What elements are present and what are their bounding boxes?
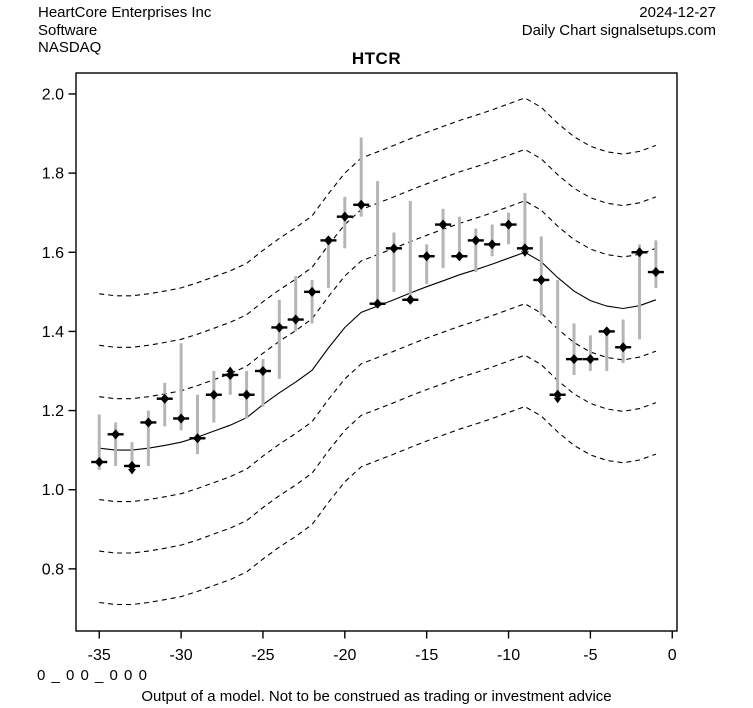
close-marker (570, 354, 579, 364)
close-marker (144, 417, 153, 427)
close-marker (619, 342, 628, 352)
close-marker (177, 413, 186, 423)
range-bar (196, 395, 199, 454)
range-bar (638, 244, 641, 339)
close-marker (209, 390, 218, 400)
close-marker (488, 239, 497, 249)
range-bar (278, 300, 281, 379)
close-marker (111, 429, 120, 439)
close-marker (324, 235, 333, 245)
y-tick-label: 1.6 (41, 244, 64, 262)
close-marker (504, 220, 513, 230)
close-marker (291, 315, 300, 325)
x-tick-label: -30 (169, 647, 193, 664)
range-bar (376, 181, 379, 308)
y-tick-label: 1.4 (41, 323, 64, 341)
range-bar (523, 193, 526, 248)
range-bar (425, 244, 428, 284)
close-marker (193, 433, 202, 443)
close-marker (275, 322, 284, 332)
close-marker (389, 243, 398, 253)
close-marker (160, 394, 169, 404)
y-tick-label: 2.0 (41, 86, 64, 104)
range-bar (622, 320, 625, 364)
y-tick-label: 0.8 (41, 561, 64, 579)
x-tick-label: -35 (87, 647, 111, 664)
range-bar (556, 280, 559, 395)
close-marker (422, 251, 431, 261)
range-bar (392, 232, 395, 291)
forecast-band-line (99, 355, 656, 553)
y-tick-label: 1.0 (41, 482, 64, 500)
range-bar (589, 335, 592, 371)
close-marker (340, 212, 349, 222)
range-bar (163, 383, 166, 427)
up-arrow-icon (226, 366, 234, 372)
close-marker (471, 235, 480, 245)
footer-code: 0 _ 0 0 _ 0 0 0 (37, 667, 148, 684)
close-marker (602, 326, 611, 336)
close-marker (586, 354, 595, 364)
range-bar (654, 240, 657, 287)
close-marker (635, 247, 644, 257)
close-marker (258, 366, 267, 376)
forecast-band-line (99, 407, 656, 605)
range-bar (573, 324, 576, 375)
x-tick-label: -25 (251, 647, 275, 664)
close-marker (537, 275, 546, 285)
company-sector: Software (38, 21, 98, 39)
range-bar (442, 209, 445, 268)
close-marker (406, 295, 415, 305)
down-arrow-icon (554, 398, 562, 404)
close-marker (95, 457, 104, 467)
forecast-band-line (99, 304, 656, 502)
close-marker (308, 287, 317, 297)
disclaimer-text: Output of a model. Not to be construed as trading or investment advice (141, 688, 612, 705)
close-marker (651, 267, 660, 277)
close-marker (357, 200, 366, 210)
range-bar (311, 280, 314, 324)
company-name: HeartCore Enterprises Inc (38, 4, 212, 21)
range-bar (409, 201, 412, 300)
plot-frame (76, 73, 677, 631)
chart-date: 2024-12-27 (639, 4, 716, 21)
y-tick-label: 1.8 (41, 165, 64, 183)
ticker-title: HTCR (351, 49, 402, 68)
x-tick-label: -15 (415, 647, 439, 664)
x-tick-label: -5 (583, 647, 598, 664)
chart-source: Daily Chart signalsetups.com (521, 21, 716, 39)
range-bar (474, 229, 477, 273)
range-bar (343, 197, 346, 248)
range-bar (114, 422, 117, 466)
x-tick-label: -20 (333, 647, 357, 664)
x-tick-label: -10 (496, 647, 521, 664)
close-marker (455, 251, 464, 261)
down-arrow-icon (128, 469, 136, 475)
y-tick-label: 1.2 (41, 403, 64, 421)
close-marker (242, 390, 251, 400)
company-exchange: NASDAQ (38, 39, 102, 56)
x-tick-label: 0 (667, 647, 677, 664)
